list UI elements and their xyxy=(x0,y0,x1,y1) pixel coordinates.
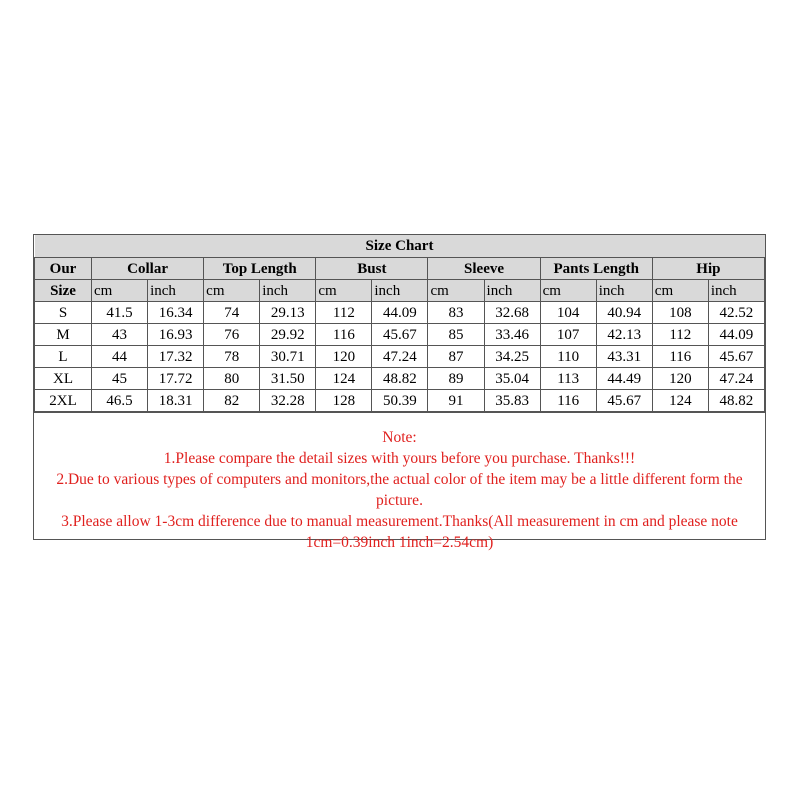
size-cell: L xyxy=(35,346,92,368)
value-cell: 33.46 xyxy=(484,324,540,346)
value-cell: 29.92 xyxy=(260,324,316,346)
value-cell: 17.32 xyxy=(148,346,204,368)
group-header: Top Length xyxy=(204,258,316,280)
value-cell: 44.09 xyxy=(372,302,428,324)
value-cell: 80 xyxy=(204,368,260,390)
group-header-row xyxy=(35,258,765,280)
unit-header: inch xyxy=(596,280,652,302)
note-line-2: 2.Due to various types of computers and monitors,the actual color of the item may be a little different form the picture. xyxy=(56,471,743,509)
value-cell: 48.82 xyxy=(708,390,764,412)
notes-section xyxy=(34,412,765,551)
size-header-top: Our xyxy=(35,258,92,280)
value-cell: 31.50 xyxy=(260,368,316,390)
unit-header: cm xyxy=(92,280,148,302)
unit-header: inch xyxy=(372,280,428,302)
size-cell: 2XL xyxy=(35,390,92,412)
group-header: Collar xyxy=(92,258,204,280)
note-line-3: 3.Please allow 1-3cm difference due to manual measurement.Thanks(All measurement in cm and please note 1cm=0.39inch 1inch=2.54cm) xyxy=(61,513,738,551)
value-cell: 32.68 xyxy=(484,302,540,324)
value-cell: 107 xyxy=(540,324,596,346)
value-cell: 47.24 xyxy=(372,346,428,368)
value-cell: 44.09 xyxy=(708,324,764,346)
table-row xyxy=(35,346,765,368)
value-cell: 128 xyxy=(316,390,372,412)
value-cell: 45.67 xyxy=(372,324,428,346)
value-cell: 116 xyxy=(316,324,372,346)
value-cell: 120 xyxy=(652,368,708,390)
value-cell: 91 xyxy=(428,390,484,412)
value-cell: 44.49 xyxy=(596,368,652,390)
unit-header: cm xyxy=(316,280,372,302)
value-cell: 41.5 xyxy=(92,302,148,324)
value-cell: 45.67 xyxy=(596,390,652,412)
value-cell: 17.72 xyxy=(148,368,204,390)
value-cell: 44 xyxy=(92,346,148,368)
value-cell: 124 xyxy=(652,390,708,412)
value-cell: 85 xyxy=(428,324,484,346)
value-cell: 108 xyxy=(652,302,708,324)
unit-header-row xyxy=(35,280,765,302)
size-header-bottom: Size xyxy=(35,280,92,302)
value-cell: 116 xyxy=(540,390,596,412)
value-cell: 46.5 xyxy=(92,390,148,412)
value-cell: 43 xyxy=(92,324,148,346)
value-cell: 43.31 xyxy=(596,346,652,368)
value-cell: 120 xyxy=(316,346,372,368)
value-cell: 40.94 xyxy=(596,302,652,324)
unit-header: cm xyxy=(540,280,596,302)
value-cell: 89 xyxy=(428,368,484,390)
value-cell: 30.71 xyxy=(260,346,316,368)
value-cell: 87 xyxy=(428,346,484,368)
unit-header: inch xyxy=(708,280,764,302)
value-cell: 83 xyxy=(428,302,484,324)
group-header: Hip xyxy=(652,258,764,280)
value-cell: 74 xyxy=(204,302,260,324)
group-header: Pants Length xyxy=(540,258,652,280)
value-cell: 76 xyxy=(204,324,260,346)
table-row xyxy=(35,324,765,346)
value-cell: 47.24 xyxy=(708,368,764,390)
value-cell: 35.83 xyxy=(484,390,540,412)
value-cell: 35.04 xyxy=(484,368,540,390)
unit-header: cm xyxy=(652,280,708,302)
value-cell: 48.82 xyxy=(372,368,428,390)
table-row xyxy=(35,302,765,324)
size-chart xyxy=(33,234,766,551)
value-cell: 16.93 xyxy=(148,324,204,346)
group-header: Sleeve xyxy=(428,258,540,280)
unit-header: inch xyxy=(148,280,204,302)
value-cell: 78 xyxy=(204,346,260,368)
table-row xyxy=(35,390,765,412)
value-cell: 45 xyxy=(92,368,148,390)
unit-header: inch xyxy=(260,280,316,302)
value-cell: 82 xyxy=(204,390,260,412)
value-cell: 116 xyxy=(652,346,708,368)
value-cell: 29.13 xyxy=(260,302,316,324)
unit-header: cm xyxy=(428,280,484,302)
size-cell: XL xyxy=(35,368,92,390)
value-cell: 124 xyxy=(316,368,372,390)
value-cell: 16.34 xyxy=(148,302,204,324)
unit-header: cm xyxy=(204,280,260,302)
size-table xyxy=(34,235,765,412)
value-cell: 42.13 xyxy=(596,324,652,346)
note-heading: Note: xyxy=(382,429,417,446)
value-cell: 18.31 xyxy=(148,390,204,412)
value-cell: 32.28 xyxy=(260,390,316,412)
table-row xyxy=(35,368,765,390)
size-cell: S xyxy=(35,302,92,324)
value-cell: 50.39 xyxy=(372,390,428,412)
value-cell: 42.52 xyxy=(708,302,764,324)
value-cell: 110 xyxy=(540,346,596,368)
value-cell: 104 xyxy=(540,302,596,324)
value-cell: 112 xyxy=(316,302,372,324)
size-cell: M xyxy=(35,324,92,346)
note-line-1: 1.Please compare the detail sizes with yours before you purchase. Thanks!!! xyxy=(163,450,636,467)
unit-header: inch xyxy=(484,280,540,302)
value-cell: 112 xyxy=(652,324,708,346)
value-cell: 113 xyxy=(540,368,596,390)
value-cell: 45.67 xyxy=(708,346,764,368)
group-header: Bust xyxy=(316,258,428,280)
value-cell: 34.25 xyxy=(484,346,540,368)
size-chart-title: Size Chart xyxy=(35,235,765,258)
